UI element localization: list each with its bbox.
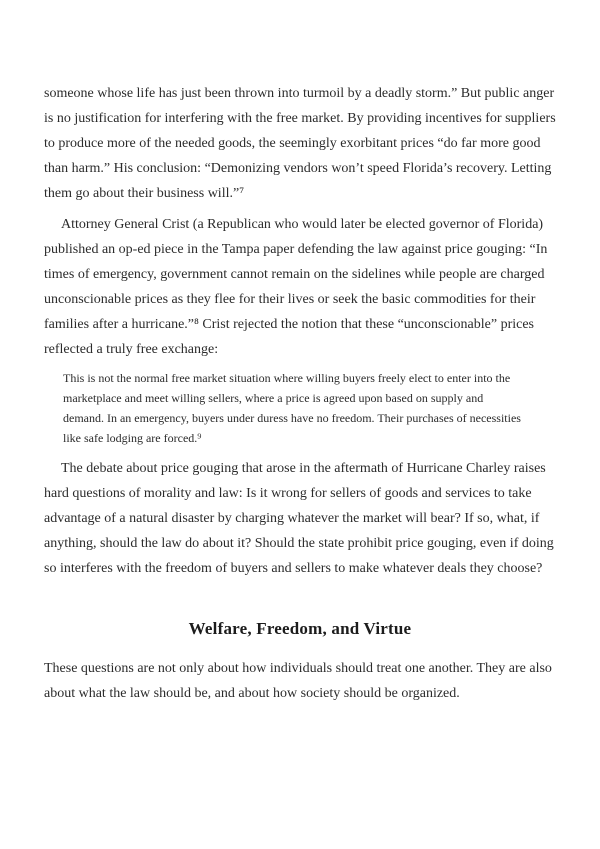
body-paragraph-continuation: someone whose life has just been thrown into turmoil by a deadly storm.” But public anger is no justification for interfering with the free market. By providing incentives for suppliers to produce more of the needed goods, the seemingly exorbitant prices “do far more good than harm.” His conclusion: “Demonizing vendors won’t speed Florida’s recovery. Letting them go about their business will.”⁷ (44, 86, 556, 201)
section-heading-welfare-freedom-virtue: Welfare, Freedom, and Virtue (188, 619, 412, 638)
body-paragraph-questions: These questions are not only about how individuals should treat one another. They are also about what the law should be, and about how society should be organized. (44, 661, 552, 701)
body-paragraph-debate: The debate about price gouging that arose in the aftermath of Hurricane Charley raises hard questions of morality and law: Is it wrong for sellers of goods and services to take advantage of a natural disaster by charging whatever the market will bear? If so, what, if anything, should the law do about it? Should the state prohibit price gouging, even if doing so interferes with the freedom of buyers and sellers to make whatever deals they choose? (44, 461, 554, 576)
block-quote-crist: This is not the normal free market situation where willing buyers freely elect to enter into the marketplace and meet willing sellers, where a price is agreed upon based on supply and demand. In an emergency, buyers under duress have no freedom. Their purchases of necessities like safe lodging are forced.⁹ (63, 371, 521, 445)
body-paragraph-crist-oped: Attorney General Crist (a Republican who would later be elected governor of Florida) published an op-ed piece in the Tampa paper defending the law against price gouging: “In times of emergency, government cannot remain on the sidelines while people are charged unconscionable prices as they flee for their lives or seek the basic commodities for their families after a hurricane.”⁸ Crist rejected the notion that these “unconscionable” prices reflected a truly free exchange: (44, 217, 548, 357)
